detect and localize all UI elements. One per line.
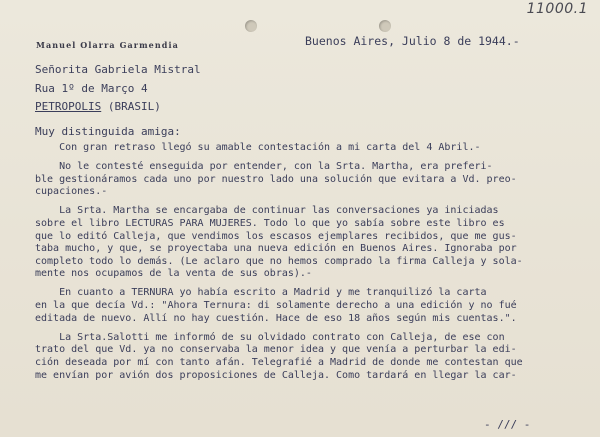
body-line: La Srta.Salotti me informó de su olvidado contrato con Calleja, de ese con [35, 331, 505, 343]
body-line: Con gran retraso llegó su amable contestación a mi carta del 4 Abril.- [35, 142, 481, 153]
body-line: mente nos ocupamos de la venta de sus obras).- [35, 268, 312, 280]
body-paragraph [35, 205, 595, 281]
body-line: me envían por avión dos proposiciones de Calleja. Como tardará en llegar la car- [35, 369, 517, 381]
body-line: En cuanto a TERNURA yo había escrito a Madrid y me tranquilizó la carta [35, 287, 487, 299]
body-line: ble gestionáramos cada uno por nuestro lado una solución que evitara a Vd. preo- [35, 173, 517, 185]
recipient-name: Señorita Gabriela Mistral [35, 63, 201, 76]
page-marker: - /// - [484, 418, 531, 431]
body-paragraph [35, 142, 595, 155]
body-line: No le contesté enseguida por entender, con la Srta. Martha, era preferi- [35, 161, 493, 173]
body-line: ción deseada por mí con tanto afán. Telegrafié a Madrid de donde me contestan que [35, 356, 523, 368]
recipient-street: Rua 1º de Março 4 [35, 82, 148, 95]
body-line: cupaciones.- [35, 186, 108, 198]
letterhead: Manuel Olarra Garmendia [36, 40, 179, 50]
recipient-country: (BRASIL) [107, 100, 161, 113]
body-line: completo todo lo demás. (Le aclaro que no hemos comprado la firma Calleja y sola- [35, 255, 523, 267]
body-paragraph [35, 287, 595, 325]
body-line: sobre el libro LECTURAS PARA MUJERES. Todo lo que yo sabía sobre este libro es [35, 217, 505, 229]
salutation: Muy distinguida amiga: [35, 125, 181, 138]
punch-hole-left [245, 20, 257, 32]
body-paragraph [35, 161, 595, 199]
letter-body [35, 142, 595, 389]
body-line: que lo editó Calleja, que vendimos los escasos ejemplares recibidos, que me gus- [35, 230, 517, 242]
body-line: editada de nuevo. Allí no hay cuestión. Hace de eso 18 años según mis cuentas.". [35, 312, 517, 324]
recipient-city-line [35, 100, 161, 113]
body-line: trato del que Vd. ya no conservaba la menor idea y que venía a perturbar la edi- [35, 344, 517, 356]
recipient-city: PETROPOLIS [35, 100, 102, 113]
punch-hole-right [379, 20, 391, 32]
archive-number: 11000.1 [526, 1, 588, 17]
body-line: La Srta. Martha se encargaba de continuar las conversaciones ya iniciadas [35, 205, 499, 217]
body-line: en la que decía Vd.: "Ahora Ternura: di solamente derecho a una edición y no fué [35, 300, 517, 312]
body-paragraph [35, 332, 595, 382]
date-line: Buenos Aires, Julio 8 de 1944.- [305, 34, 520, 48]
body-line: taba mucho, y que, se proyectaba una nueva edición en Buenos Aires. Ignoraba por [35, 243, 517, 255]
